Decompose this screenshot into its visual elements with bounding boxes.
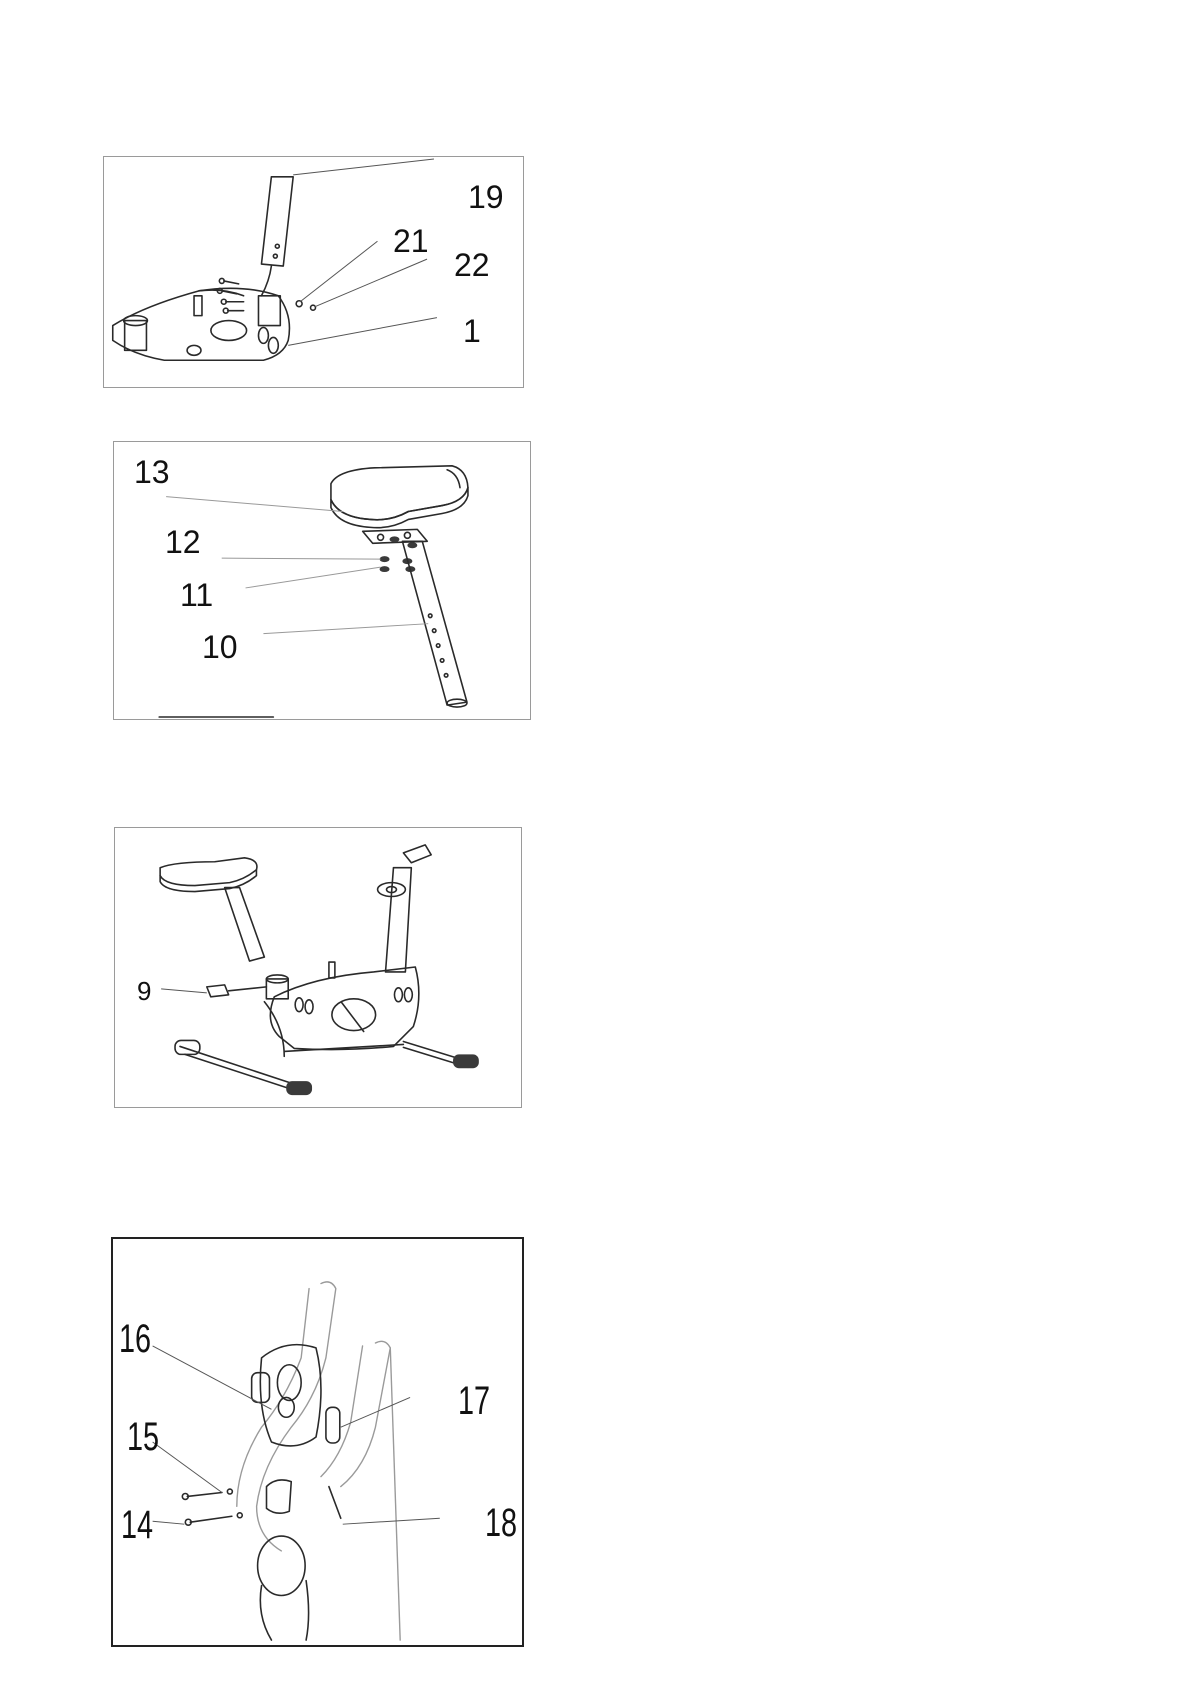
bolts-15 <box>182 1489 232 1499</box>
callout-22: 22 <box>454 247 490 283</box>
callout-14: 14 <box>121 1503 154 1547</box>
figure-2-drawing <box>114 442 530 719</box>
leader-13 <box>166 497 343 512</box>
post-hole <box>440 659 444 663</box>
leader-21 <box>300 241 377 301</box>
frame-body <box>270 967 418 1050</box>
handlebar-bracket <box>258 296 280 326</box>
rear-stabilizer <box>185 1054 294 1090</box>
frame-slot <box>404 988 412 1002</box>
seat-post <box>225 888 265 961</box>
washer-12 <box>380 556 390 562</box>
leader-19 <box>293 159 434 175</box>
flywheel-window <box>332 999 376 1031</box>
leader-9 <box>161 989 207 993</box>
tension-housing <box>258 1536 306 1595</box>
seat-side <box>160 870 256 892</box>
washer-21 <box>296 301 302 307</box>
leader-12 <box>222 558 381 559</box>
leader-1 <box>288 318 437 346</box>
seat <box>160 858 257 886</box>
figure-4-handlebar-console-assembly <box>111 1237 524 1647</box>
handlebar-left-inner <box>237 1289 309 1507</box>
screw-18 <box>329 1487 341 1519</box>
seat-post <box>402 541 467 705</box>
callout-17: 17 <box>458 1379 491 1423</box>
frame-slot <box>394 988 402 1002</box>
handlebar-bracket <box>267 1480 292 1513</box>
bolts-14 <box>185 1513 242 1525</box>
bolt-22 <box>311 305 316 310</box>
handlebar-post <box>261 177 293 266</box>
knob-shaft <box>229 987 267 991</box>
leader-16 <box>153 1346 272 1409</box>
bracket-hole <box>378 534 384 540</box>
adjustment-knob <box>207 985 229 997</box>
post-hole <box>436 644 440 648</box>
post-hole <box>432 629 436 633</box>
stem <box>390 1348 400 1640</box>
handlebar-right <box>341 1341 391 1486</box>
post-hole <box>444 674 448 678</box>
lower-post <box>260 1586 271 1640</box>
nut-11 <box>380 566 390 572</box>
seat-edge <box>447 470 460 488</box>
callout-11: 11 <box>180 577 214 613</box>
frame-slot <box>258 328 268 344</box>
callout-16: 16 <box>119 1317 152 1361</box>
frame-slot <box>268 337 278 353</box>
handlebar-right-inner <box>321 1346 363 1477</box>
bracket-hole <box>404 532 410 538</box>
callout-12: 12 <box>165 524 201 560</box>
console-display <box>277 1365 301 1401</box>
leader-11 <box>246 567 381 588</box>
cable <box>261 266 271 296</box>
leader-15 <box>153 1442 222 1493</box>
callout-10: 10 <box>202 629 238 665</box>
bolts-21 <box>217 278 243 313</box>
frame-slot <box>295 998 303 1012</box>
figure-3-bike-overview <box>114 827 522 1108</box>
callout-15: 15 <box>127 1415 160 1459</box>
rear-stabilizer <box>180 1046 294 1084</box>
callout-19: 19 <box>468 179 504 215</box>
seat-side <box>331 488 468 528</box>
end-cap <box>453 1054 479 1068</box>
hand-pulse-sensor-17 <box>326 1407 340 1443</box>
figure-4-drawing <box>113 1239 522 1645</box>
crank <box>342 1003 364 1032</box>
post-hole <box>428 614 432 618</box>
frame-hole <box>211 321 247 341</box>
leader-14 <box>153 1521 185 1524</box>
frame-slot <box>305 1000 313 1014</box>
nut <box>407 542 417 548</box>
figure-1-handlebar-post-assembly <box>103 156 524 388</box>
bolt-hole <box>273 254 277 258</box>
callout-1: 1 <box>463 313 481 349</box>
frame-post <box>329 962 335 978</box>
callout-21: 21 <box>393 223 429 259</box>
callout-13: 13 <box>134 454 170 490</box>
console-bracket <box>403 845 431 863</box>
figure-3-drawing <box>115 828 521 1107</box>
frame-post <box>194 296 202 316</box>
leader-10 <box>263 624 428 634</box>
end-cap <box>286 1081 312 1095</box>
bolt-hole <box>275 244 279 248</box>
leader-22 <box>315 259 427 307</box>
figure-2-seat-assembly <box>113 441 531 720</box>
leader-17 <box>341 1397 410 1427</box>
leader-18 <box>343 1518 440 1524</box>
callout-18: 18 <box>485 1501 518 1545</box>
callout-9: 9 <box>137 976 152 1006</box>
lower-post <box>306 1581 308 1640</box>
frame-hole <box>187 345 201 355</box>
nut <box>390 536 400 542</box>
